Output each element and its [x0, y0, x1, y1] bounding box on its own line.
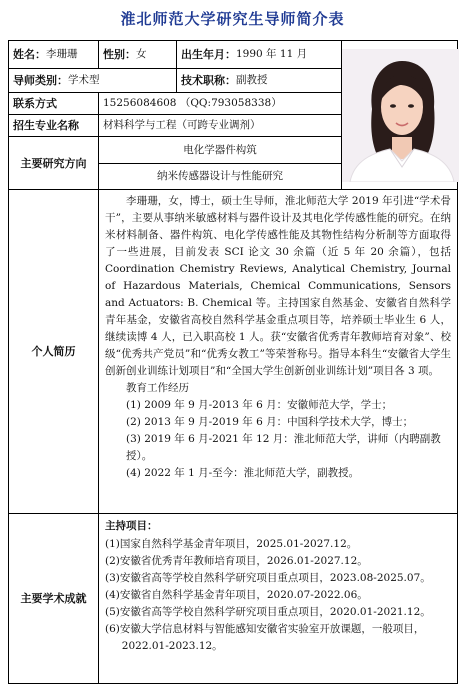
gender-value: 女 [136, 48, 147, 60]
photo-cell [342, 41, 458, 190]
profile-intro: 李珊珊，女，博士，硕士生导师，淮北师范大学 2019 年引进“学术骨干”，主要从事纳米敏感材料与器件设计及其电化学传感性能的研究。在纳米材料制备、器件构筑、电化学传感性能及其物性结构分析制等方面取得了一些进展，目前发表 SCI 论文 30 余篇（近 5 年 20 余篇），包括 Coordination Chemistry Reviews, Analytical Chemistry, Journal of Hazardous Materials, Chemical Communications, Sensors and Actuators: B. Chemical 等。主持国家自然基金、安徽省自然科学青年基金，安徽省高校自然科学基金重点项目等，培养硕士毕业生 6 人，继续读博 4 人，已入职高校 1 人。获“安徽省优秀青年教师培育对象”、校级“优秀共产党员”和“优秀女教工”等荣誉称号。指导本科生“安徽省大学生创新创业训练计划项目”和“全国大学生创新创业训练计划”项目各 3 项。 [105, 195, 451, 377]
major-value: 材料科学与工程（可跨专业调剂） [99, 115, 342, 137]
achievements-row [9, 514, 458, 684]
category-value: 学术型 [68, 74, 100, 86]
contact-label: 联系方式 [9, 93, 99, 115]
research-direction-2: 纳米传感器设计与性能研究 [157, 170, 283, 182]
birth-label: 出生年月： [181, 48, 236, 61]
major-label: 招生专业名称 [9, 115, 99, 137]
profile-row [9, 190, 458, 514]
achievement-item: (4)安徽省自然科学基金青年项目，2020.07-2022.06。 [105, 589, 368, 601]
edu-heading: 教育工作经历 [126, 382, 189, 394]
form-title: 淮北师范大学研究生导师简介表 [120, 10, 345, 28]
mentor-profile-table [8, 40, 458, 684]
contact-value: 15256084608 （QQ:793058338） [99, 93, 342, 115]
achievements-label: 主要学术成就 [9, 514, 99, 684]
category-label: 导师类别： [13, 74, 68, 87]
edu-item: (4) 2022 年 1 月-至今：淮北师范大学，副教授。 [126, 467, 360, 479]
research-label: 主要研究方向 [9, 137, 99, 190]
achievement-item: (1)国家自然科学基金青年项目，2025.01-2027.12。 [105, 538, 358, 550]
edu-item: (2) 2013 年 9 月-2019 年 6 月：中国科学技术大学，博士； [126, 416, 414, 428]
research-direction-1: 电化学器件构筑 [99, 137, 341, 164]
name-label: 姓名： [13, 48, 46, 61]
title-label: 技术职称： [181, 74, 236, 87]
achievements-heading: 主持项目： [105, 520, 158, 532]
portrait-photo [342, 49, 459, 182]
achievement-item: (6)安徽大学信息材料与智能感知安徽省实验室开放课题，一般项目，2022.01-2023.12。 [105, 623, 425, 652]
achievement-item: (2)安徽省优秀青年教师培育项目，2026.01-2027.12。 [105, 555, 368, 567]
achievement-item: (5)安徽省高等学校自然科学研究项目重点项目，2020.01-2021.12。 [105, 606, 431, 618]
title-value: 副教授 [236, 74, 268, 86]
edu-item: (1) 2009 年 9 月-2013 年 6 月：安徽师范大学，学士； [126, 399, 393, 411]
edu-item: (3) 2019 年 6 月-2021 年 12 月：淮北师范大学，讲师（内聘副教授）。 [126, 433, 441, 462]
achievement-item: (3)安徽省高等学校自然科学研究项目重点项目，2023.08-2025.07。 [105, 572, 431, 584]
name-value: 李珊珊 [46, 48, 78, 60]
gender-label: 性别： [103, 48, 136, 61]
profile-label: 个人简历 [9, 190, 99, 514]
birth-value: 1990 年 11 月 [236, 48, 308, 60]
basic-info-row [9, 41, 458, 69]
